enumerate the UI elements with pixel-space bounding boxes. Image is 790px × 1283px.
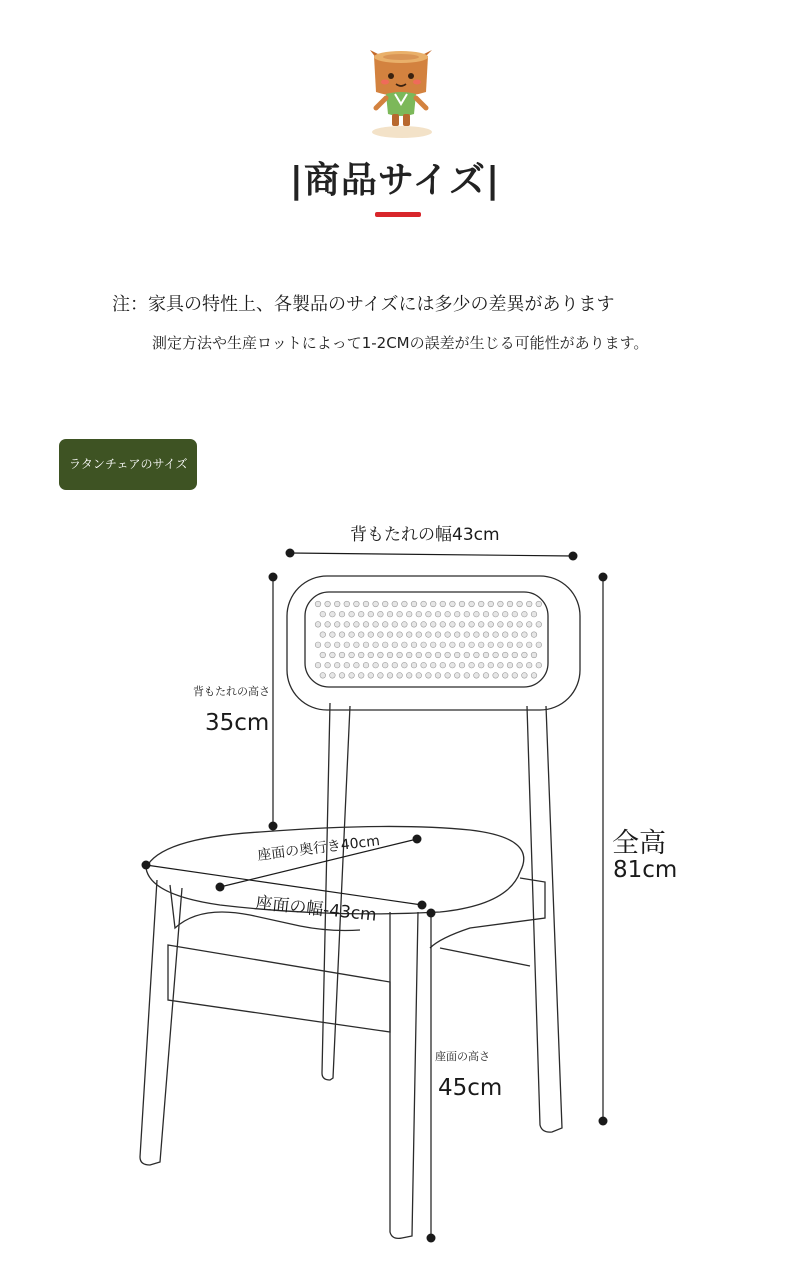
weave-dot — [334, 642, 340, 648]
weave-dot — [483, 632, 489, 638]
weave-dot — [406, 673, 412, 679]
weave-dot — [411, 601, 417, 607]
weave-dot — [320, 673, 326, 679]
weave-dot — [330, 611, 336, 617]
weave-dot — [416, 673, 422, 679]
weave-dot — [459, 662, 465, 668]
seat-height-label: 座面の高さ — [435, 1050, 490, 1063]
seat-depth-label: 座面の奥行き40cm — [256, 833, 381, 864]
weave-dot — [358, 611, 364, 617]
backrest-height-label: 背もたれの高さ — [193, 685, 270, 698]
weave-dot — [450, 601, 456, 607]
weave-dot — [493, 611, 499, 617]
weave-dot — [358, 652, 364, 658]
weave-dot — [459, 622, 465, 628]
weave-dot — [469, 662, 475, 668]
weave-dot — [507, 642, 513, 648]
weave-dot — [397, 611, 403, 617]
weave-dot — [445, 632, 451, 638]
weave-dot — [531, 632, 537, 638]
weave-dot — [397, 652, 403, 658]
weave-dot — [469, 622, 475, 628]
weave-dot — [382, 642, 388, 648]
backrest-height-value: 35cm — [205, 710, 270, 736]
weave-dot — [464, 632, 470, 638]
weave-dot — [334, 622, 340, 628]
weave-dot — [378, 652, 384, 658]
weave-dot — [411, 662, 417, 668]
weave-dot — [330, 632, 336, 638]
weave-dot — [368, 632, 374, 638]
weave-dot — [498, 622, 504, 628]
seat-width-label: 座面の幅-43cm — [254, 893, 378, 926]
weave-dot — [378, 611, 384, 617]
weave-dot — [435, 673, 441, 679]
weave-dot — [387, 652, 393, 658]
weave-dot — [349, 673, 355, 679]
rattan-weave-pattern — [315, 601, 541, 678]
backrest-width-label: 背もたれの幅43cm — [350, 525, 500, 545]
weave-dot — [354, 601, 360, 607]
weave-dot — [392, 601, 398, 607]
weave-dot — [325, 622, 331, 628]
weave-dot — [320, 652, 326, 658]
weave-dot — [522, 611, 528, 617]
weave-dot — [406, 611, 412, 617]
weave-dot — [488, 662, 494, 668]
tree-stump-mascot-icon — [362, 48, 438, 140]
weave-dot — [488, 622, 494, 628]
weave-dot — [478, 601, 484, 607]
weave-dot — [469, 642, 475, 648]
weave-dot — [502, 652, 508, 658]
weave-dot — [459, 601, 465, 607]
weave-dot — [498, 642, 504, 648]
weave-dot — [363, 642, 369, 648]
weave-dot — [493, 652, 499, 658]
weave-dot — [536, 601, 542, 607]
weave-dot — [387, 611, 393, 617]
weave-dot — [430, 601, 436, 607]
weave-dot — [531, 673, 537, 679]
weave-dot — [402, 601, 408, 607]
weave-dot — [368, 611, 374, 617]
note-sub: 測定方法や生産ロットによって1-2CMの誤差が生じる可能性があります。 — [152, 334, 649, 352]
weave-dot — [416, 652, 422, 658]
weave-dot — [426, 611, 432, 617]
weave-dot — [478, 642, 484, 648]
weave-dot — [339, 673, 345, 679]
weave-dot — [334, 662, 340, 668]
weave-dot — [349, 652, 355, 658]
weave-dot — [445, 652, 451, 658]
weave-dot — [426, 673, 432, 679]
weave-dot — [517, 622, 523, 628]
weave-dot — [382, 601, 388, 607]
weave-dot — [325, 642, 331, 648]
weave-dot — [440, 662, 446, 668]
weave-dot — [406, 632, 412, 638]
weave-dot — [421, 662, 427, 668]
weave-dot — [378, 632, 384, 638]
weave-dot — [517, 642, 523, 648]
weave-dot — [325, 662, 331, 668]
weave-dot — [373, 642, 379, 648]
weave-dot — [498, 662, 504, 668]
weave-dot — [334, 601, 340, 607]
weave-dot — [339, 611, 345, 617]
weave-dot — [445, 611, 451, 617]
weave-dot — [469, 601, 475, 607]
weave-dot — [435, 611, 441, 617]
weave-dot — [454, 611, 460, 617]
weave-dot — [440, 642, 446, 648]
weave-dot — [416, 611, 422, 617]
weave-dot — [531, 652, 537, 658]
weave-dot — [430, 642, 436, 648]
seat-height-value: 45cm — [438, 1075, 503, 1101]
weave-dot — [411, 642, 417, 648]
weave-dot — [397, 632, 403, 638]
weave-dot — [330, 652, 336, 658]
weave-dot — [474, 632, 480, 638]
weave-dot — [354, 662, 360, 668]
weave-dot — [450, 662, 456, 668]
weave-dot — [435, 632, 441, 638]
weave-dot — [378, 673, 384, 679]
weave-dot — [498, 601, 504, 607]
weave-dot — [392, 622, 398, 628]
weave-dot — [349, 611, 355, 617]
weave-dot — [522, 673, 528, 679]
weave-dot — [454, 673, 460, 679]
weave-dot — [339, 652, 345, 658]
weave-dot — [493, 632, 499, 638]
total-height-label: 全高 — [612, 828, 666, 859]
weave-dot — [382, 622, 388, 628]
weave-dot — [315, 601, 321, 607]
weave-dot — [373, 662, 379, 668]
weave-dot — [507, 662, 513, 668]
weave-dot — [392, 642, 398, 648]
weave-dot — [445, 673, 451, 679]
weave-dot — [330, 673, 336, 679]
weave-dot — [358, 673, 364, 679]
weave-dot — [526, 642, 532, 648]
weave-dot — [517, 601, 523, 607]
weave-dot — [402, 642, 408, 648]
page-title: |商品サイズ| — [289, 160, 501, 201]
weave-dot — [354, 642, 360, 648]
weave-dot — [344, 601, 350, 607]
weave-dot — [426, 632, 432, 638]
weave-dot — [488, 642, 494, 648]
total-height-value: 81cm — [613, 857, 678, 883]
weave-dot — [474, 673, 480, 679]
weave-dot — [349, 632, 355, 638]
weave-dot — [392, 662, 398, 668]
weave-dot — [358, 632, 364, 638]
weave-dot — [320, 632, 326, 638]
weave-dot — [373, 622, 379, 628]
weave-dot — [387, 673, 393, 679]
weave-dot — [339, 632, 345, 638]
weave-dot — [493, 673, 499, 679]
weave-dot — [502, 611, 508, 617]
weave-dot — [402, 662, 408, 668]
weave-dot — [421, 622, 427, 628]
weave-dot — [536, 642, 542, 648]
section-tag: ラタンチェアのサイズ — [59, 439, 197, 490]
weave-dot — [474, 652, 480, 658]
weave-dot — [478, 622, 484, 628]
weave-dot — [397, 673, 403, 679]
weave-dot — [483, 652, 489, 658]
weave-dot — [512, 673, 518, 679]
weave-dot — [344, 622, 350, 628]
weave-dot — [536, 662, 542, 668]
weave-dot — [363, 662, 369, 668]
weave-dot — [512, 611, 518, 617]
note-main: 注：家具の特性上、各製品のサイズには多少の差異があります — [112, 294, 615, 315]
weave-dot — [382, 662, 388, 668]
weave-dot — [488, 601, 494, 607]
weave-dot — [478, 662, 484, 668]
weave-dot — [502, 673, 508, 679]
weave-dot — [315, 662, 321, 668]
weave-dot — [517, 662, 523, 668]
weave-dot — [411, 622, 417, 628]
weave-dot — [526, 601, 532, 607]
weave-dot — [315, 622, 321, 628]
title-underline — [375, 212, 421, 217]
weave-dot — [512, 632, 518, 638]
weave-dot — [507, 601, 513, 607]
weave-dot — [536, 622, 542, 628]
weave-dot — [522, 652, 528, 658]
weave-dot — [526, 662, 532, 668]
weave-dot — [368, 652, 374, 658]
weave-dot — [450, 622, 456, 628]
weave-dot — [315, 642, 321, 648]
weave-dot — [325, 601, 331, 607]
weave-dot — [454, 632, 460, 638]
weave-dot — [354, 622, 360, 628]
weave-dot — [464, 611, 470, 617]
weave-dot — [483, 673, 489, 679]
weave-dot — [416, 632, 422, 638]
weave-dot — [368, 673, 374, 679]
weave-dot — [387, 632, 393, 638]
weave-dot — [421, 642, 427, 648]
weave-dot — [440, 622, 446, 628]
weave-dot — [430, 662, 436, 668]
weave-dot — [426, 652, 432, 658]
weave-dot — [454, 652, 460, 658]
weave-dot — [344, 662, 350, 668]
weave-dot — [474, 611, 480, 617]
weave-dot — [531, 611, 537, 617]
weave-dot — [502, 632, 508, 638]
dimension-endpoints — [142, 549, 608, 1243]
weave-dot — [512, 652, 518, 658]
weave-dot — [526, 622, 532, 628]
weave-dot — [363, 601, 369, 607]
weave-dot — [430, 622, 436, 628]
weave-dot — [402, 622, 408, 628]
weave-dot — [421, 601, 427, 607]
weave-dot — [406, 652, 412, 658]
weave-dot — [459, 642, 465, 648]
weave-dot — [522, 632, 528, 638]
weave-dot — [450, 642, 456, 648]
weave-dot — [483, 611, 489, 617]
weave-dot — [320, 611, 326, 617]
chair-dimension-diagram — [0, 500, 790, 1283]
weave-dot — [435, 652, 441, 658]
weave-dot — [464, 652, 470, 658]
weave-dot — [363, 622, 369, 628]
weave-dot — [440, 601, 446, 607]
weave-dot — [373, 601, 379, 607]
weave-dot — [464, 673, 470, 679]
weave-dot — [507, 622, 513, 628]
weave-dot — [344, 642, 350, 648]
